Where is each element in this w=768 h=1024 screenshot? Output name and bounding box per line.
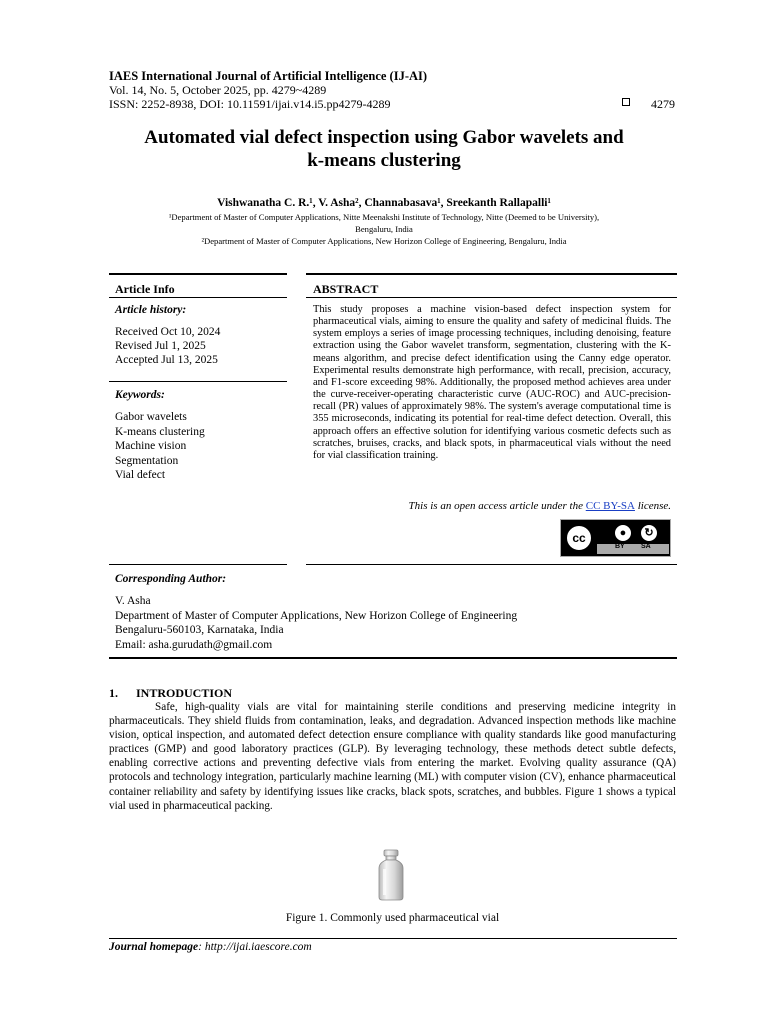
homepage-label: Journal homepage xyxy=(109,941,199,953)
introduction-text: Safe, high-quality vials are vital for maintaining sterile conditions and preserving medicine integrity in pharmaceuticals. They shield fluids from contamination, leaks, and degradation. Advanced inspection methods like machine vision, optical inspection, and automated defect detection ensure compliance with quality standards like good manufacturing practices (GMP) and good laboratory practices (GLP). By leveraging technology, these methods detect subtle defects, enabling corrective actions and preventing defective vials from entering the market. Evolving quality assurance (QA) protocols and technology integration, particularly machine learning (ML) with computer vision (CV), enhance pharmaceutical container reliability and safety by identifying issues like cracks, black spots, scratches, and bubbles. Figure 1 shows a typical vial used in pharmaceutical packing. xyxy=(109,701,676,812)
keyword-item: Segmentation xyxy=(115,454,179,467)
info-bottom-rule xyxy=(109,564,287,565)
oa-suffix: license. xyxy=(634,500,671,512)
title-line-2: k-means clustering xyxy=(307,150,461,171)
vial-image xyxy=(376,849,406,901)
author-list: Vishwanatha C. R.¹, V. Asha², Channabasava¹, Sreekanth Rallapalli¹ xyxy=(217,197,551,209)
cc-by-label: BY xyxy=(615,543,625,550)
oa-prefix: This is an open access article under the xyxy=(408,500,586,512)
accepted-date: Accepted Jul 13, 2025 xyxy=(115,354,218,366)
abstract-sub-rule xyxy=(306,297,677,298)
corresponding-dept: Department of Master of Computer Applications, New Horizon College of Engineering xyxy=(115,609,518,622)
keywords-rule xyxy=(109,381,287,382)
corresponding-city: Bengaluru-560103, Karnataka, India xyxy=(115,624,284,636)
volume-info: Vol. 14, No. 5, October 2025, pp. 4279~4289 xyxy=(109,83,327,97)
share-alike-icon: ↻ xyxy=(639,523,659,543)
by-person-icon: ● xyxy=(613,523,633,543)
article-history-heading: Article history: xyxy=(115,304,187,316)
corresponding-name: V. Asha xyxy=(115,595,151,607)
figure-caption: Figure 1. Commonly used pharmaceutical vial xyxy=(285,912,500,924)
cc-logo-icon: cc xyxy=(564,523,594,553)
info-sub-rule xyxy=(109,297,287,298)
cc-license-badge[interactable] xyxy=(560,519,671,557)
article-info-heading: Article Info xyxy=(115,282,175,296)
open-access-note xyxy=(313,500,671,512)
abstract-top-rule xyxy=(306,273,677,275)
revised-date: Revised Jul 1, 2025 xyxy=(115,340,206,352)
paper-title xyxy=(100,126,668,172)
introduction-heading: 1. INTRODUCTION xyxy=(109,686,233,700)
cc-label-bar xyxy=(597,544,669,554)
corresponding-heading: Corresponding Author: xyxy=(115,573,227,585)
issn-doi: ISSN: 2252-8938, DOI: 10.11591/ijai.v14.i5.pp4279-4289 xyxy=(109,97,391,111)
keyword-item: K-means clustering xyxy=(115,425,205,438)
received-date: Received Oct 10, 2024 xyxy=(115,326,221,338)
abstract-heading: ABSTRACT xyxy=(313,282,379,296)
info-top-rule xyxy=(109,273,287,275)
corresponding-block xyxy=(115,594,517,652)
corresponding-email: Email: asha.gurudath@gmail.com xyxy=(115,638,273,651)
keyword-item: Machine vision xyxy=(115,440,187,452)
corresponding-bottom-rule xyxy=(109,657,677,659)
affiliation-1-line-2: Bengaluru, India xyxy=(355,224,413,234)
footer-rule xyxy=(109,938,677,939)
affiliation-2: ²Department of Master of Computer Applications, New Horizon College of Engineering, Bengaluru, India xyxy=(201,236,567,246)
homepage-url[interactable]: : http://ijai.iaescore.com xyxy=(198,941,312,953)
page-number: 4279 xyxy=(651,97,675,111)
keyword-list xyxy=(115,410,205,483)
journal-name: IAES International Journal of Artificial Intelligence (IJ-AI) xyxy=(109,69,428,83)
keyword-item: Gabor wavelets xyxy=(115,411,187,423)
abstract-text: This study proposes a machine vision-based defect inspection system for pharmaceutical vials, aiming to ensure the quality and safety of medicinal fluids. The system employs a series of image processing techniques, including denoising, feature extraction using the Gabor wavelet transform, segmentation, clustering with the K-means algorithm, and precise defect identification using the Canny edge operator. Experimental results demonstrate high performance, with recall, precision, accuracy, and F1-score exceeding 98%. Additionally, the proposed method achieves area under the curve-receiver-operating characteristic curve (AUC-ROC) and AUC-precision-recall (PR) values of approximately 98%. The system's average computational time is 355 microseconds, indicating its potential for real-time defect detection. Overall, this approach offers an effective solution for identifying various cosmetic defects such as scratches, bruises, cracks, and black spots, in pharmaceutical vials without the need for vial classification training. xyxy=(313,304,671,461)
affiliation-1 xyxy=(120,211,648,235)
cc-sa-label: SA xyxy=(641,543,651,550)
cc-by-sa-link[interactable]: CC BY-SA xyxy=(585,500,635,512)
title-line-1: Automated vial defect inspection using Gabor wavelets and xyxy=(144,127,624,148)
abstract-bottom-rule xyxy=(306,564,677,565)
keywords-heading: Keywords: xyxy=(115,389,165,401)
affiliation-1-line-1: ¹Department of Master of Computer Applications, Nitte Meenakshi Institute of Technology, Nitte (Deemed to be University), xyxy=(168,212,600,222)
square-bullet-icon xyxy=(622,98,630,106)
keyword-item: Vial defect xyxy=(115,469,166,481)
journal-homepage xyxy=(109,941,312,953)
